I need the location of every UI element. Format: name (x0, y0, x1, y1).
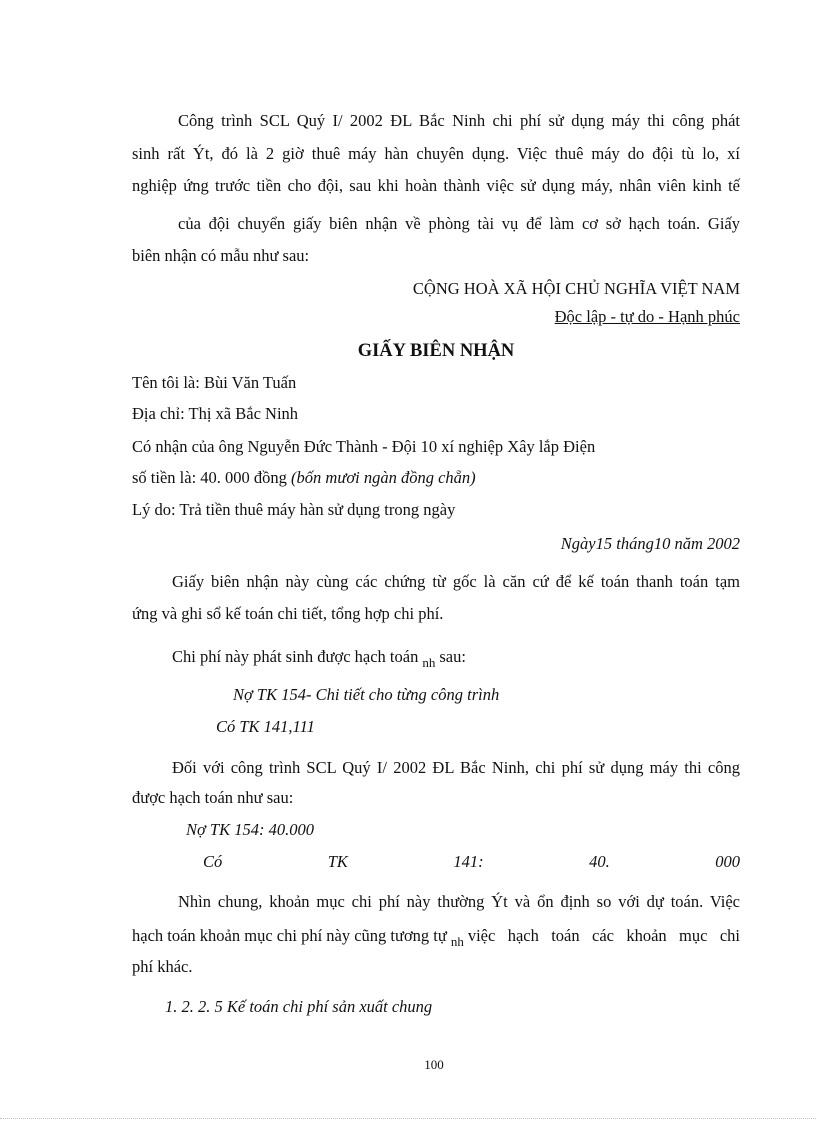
paragraph-1-line-1: Công trình SCL Quý I/ 2002 ĐL Bắc Ninh chi phí sử dụng máy thi công phát (178, 111, 740, 130)
entry-2-credit-tk: TK (327, 852, 348, 871)
receipt-received-from: Có nhận của ông Nguyễn Đức Thành - Đội 10 xí nghiệp Xây lắp Điện (132, 437, 596, 456)
entry-2-credit-account: 141: (453, 852, 484, 871)
entry-1-debit: Nợ TK 154- Chi tiết cho từng công trình (233, 685, 500, 704)
paragraph-1-line-2: sinh rất Ýt, đó là 2 giờ thuê máy hàn chuyên dụng. Việc thuê máy do đội tù lo, xí (132, 144, 740, 163)
paragraph-5-line-2 (132, 926, 740, 947)
paragraph-3-text: Chi phí này phát sinh được hạch toán (172, 647, 419, 666)
receipt-date: Ngày15 tháng10 năm 2002 (560, 534, 740, 553)
section-heading: 1. 2. 2. 5 Kế toán chi phí sản xuất chung (165, 997, 433, 1016)
paragraph-5-line-3: phí khác. (132, 957, 193, 976)
paragraph-1-line-4: của đội chuyển giấy biên nhận về phòng tài vụ để làm cơ sở hạch toán. Giấy (178, 214, 740, 233)
paragraph-5-line-2-start: hạch toán khoản mục chi phí này cũng tương tự (132, 926, 447, 945)
entry-2-credit-word: Có (203, 852, 223, 871)
paragraph-4-line-1: Đối với công trình SCL Quý I/ 2002 ĐL Bắc Ninh, chi phí sử dụng máy thi công (172, 758, 740, 777)
paragraph-5-line-2-end: việc hạch toán các khoản mục chi (467, 926, 740, 945)
receipt-reason: Lý do: Trả tiền thuê máy hàn sử dụng trong ngày (132, 500, 456, 519)
motto: Độc lập - tự do - Hạnh phúc (554, 307, 740, 326)
paragraph-3-text-end: sau: (439, 647, 466, 666)
paragraph-3-subscript: nh (422, 655, 436, 670)
page-bottom-rule (0, 1118, 816, 1119)
paragraph-1-line-3: nghiệp ứng trước tiền cho đội, sau khi hoàn thành việc sử dụng máy, nhân viên kinh tế (132, 176, 740, 195)
amount-figure: số tiền là: 40. 000 đồng (132, 468, 292, 487)
document-title: GIẤY BIÊN NHẬN (357, 341, 515, 361)
paragraph-2-line-2: ứng và ghi sổ kế toán chi tiết, tổng hợp chi phí. (132, 604, 444, 623)
paragraph-5-line-1: Nhìn chung, khoản mục chi phí này thường Ýt và ổn định so với dự toán. Việc (178, 892, 740, 911)
entry-2-credit-amount-2: 000 (715, 852, 740, 871)
paragraph-1-line-5: biên nhận có mẫu như sau: (132, 246, 310, 265)
nation-heading: CỘNG HOÀ XÃ HỘI CHỦ NGHĨA VIỆT NAM (412, 279, 740, 298)
receipt-amount (132, 468, 476, 488)
amount-in-words: (bốn mươi ngàn đồng chẵn) (291, 468, 476, 487)
paragraph-3 (172, 647, 466, 668)
receipt-address: Địa chỉ: Thị xã Bắc Ninh (132, 404, 299, 423)
entry-2-credit-amount-1: 40. (589, 852, 610, 871)
entry-1-credit: Có TK 141,111 (216, 717, 315, 736)
paragraph-5-subscript: nh (450, 934, 464, 949)
paragraph-2-line-1: Giấy biên nhận này cùng các chứng từ gốc là căn cứ để kế toán thanh toán tạm (172, 572, 740, 591)
page-number: 100 (424, 1057, 444, 1072)
entry-2-credit (203, 852, 740, 872)
paragraph-4-line-2: được hạch toán như sau: (132, 788, 294, 807)
entry-2-debit: Nợ TK 154: 40.000 (186, 820, 314, 839)
receipt-name: Tên tôi là: Bùi Văn Tuấn (132, 373, 297, 392)
